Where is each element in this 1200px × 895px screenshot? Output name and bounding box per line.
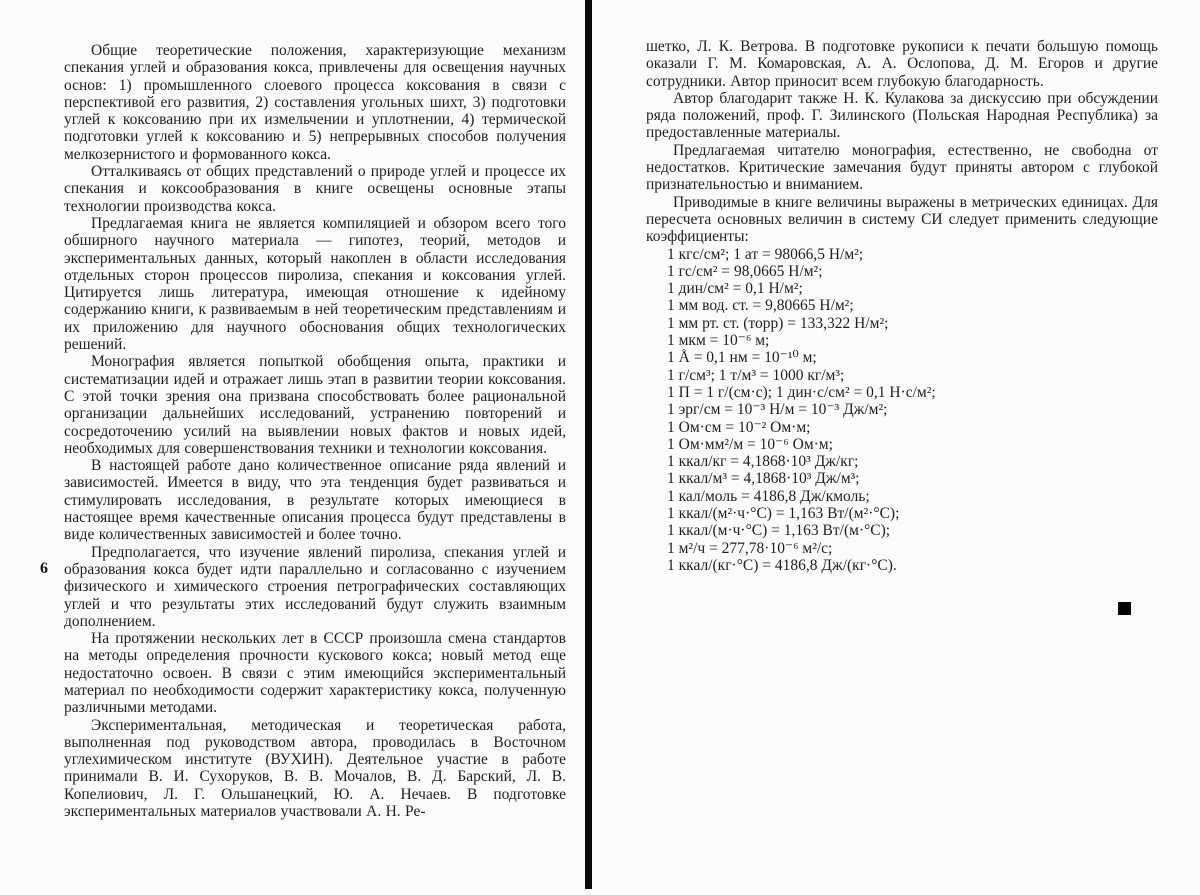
unit-conversion-item: 1 Ом·мм²/м = 10⁻⁶ Ом·м; — [667, 435, 833, 453]
paragraph: Предлагаемая книга не является компиляцией и обзором всего того обширного научного материала — гипотез, теорий, методов и экспериментальных данных, который накоплен в области исследования отдельных сторон процессов пиролиза, спекания и коксования углей. Цитируется лишь литература, имеющая отношение к идейному содержанию книги, к развиваемым в ней теоретическим представлениям и их приложению для научного обоснования общих технологических решений. — [64, 214, 566, 354]
unit-conversion-item: 1 г/см³; 1 т/м³ = 1000 кг/м³; — [667, 366, 845, 384]
unit-conversion-item: 1 гс/см² = 98,0665 Н/м²; — [667, 262, 823, 280]
unit-conversion-item: 1 кгс/см²; 1 ат = 98066,5 Н/м²; — [667, 245, 864, 263]
unit-conversion-item: 1 дин/см² = 0,1 Н/м²; — [667, 280, 803, 298]
paragraph: шетко, Л. К. Ветрова. В подготовке рукописи к печати большую помощь оказали Г. М. Комаровская, А. А. Ослопова, Д. М. Егоров и другие сотрудники. Автор приносит всем глубокую благодарность. — [646, 38, 1158, 90]
ink-square-mark — [1118, 602, 1131, 615]
paragraph: В настоящей работе дано количественное описание ряда явлений и зависимостей. Имеется в виду, что эта тенденция будет развиваться и стимулировать исследования, в результате которых имеющиеся в настоящее время качественные описания процесса будут представлены в виде количественных зависимостей и более точно. — [64, 457, 566, 544]
paragraph: Отталкиваясь от общих представлений о природе углей и процессе их спекания и коксообразования в книге освещены основные этапы технологии производства кокса. — [64, 163, 566, 215]
unit-conversion-item: 1 Ом·см = 10⁻² Ом·м; — [667, 418, 811, 436]
unit-conversion-item: 1 П = 1 г/(см·с); 1 дин·с/см² = 0,1 Н·с/м²; — [667, 383, 936, 401]
paragraph: Автор благодарит также Н. К. Кулакова за дискуссию при обсуждении ряда положений, проф. Г. Зилинского (Польская Народная Республика) за предоставленные материалы. — [646, 89, 1158, 142]
paragraph: Предлагаемая читателю монография, естественно, не свободна от недостатков. Критические замечания будут приняты автором с глубокой признательностью и вниманием. — [646, 141, 1158, 194]
left-page — [64, 42, 566, 820]
paragraph: Общие теоретические положения, характеризующие механизм спекания углей и образования кокса, привлечены для освещения научных основ: 1) промышленного слоевого процесса коксования в связи с перспективой его развития, 2) составления угольных шихт, 3) подготовки углей к коксованию при их измельчении и уплотнении, 4) термической подготовки углей к коксованию и 5) непрерывных способов получения мелкозернистого и формованного кокса. — [64, 42, 566, 163]
unit-conversion-item: 1 ккал/(м·ч·°С) = 1,163 Вт/(м·°С); — [667, 522, 891, 540]
page-number: 6 — [40, 560, 48, 577]
unit-conversion-item: 1 мм рт. ст. (торр) = 133,322 Н/м²; — [667, 314, 889, 332]
unit-conversion-list — [646, 246, 1158, 575]
right-page — [646, 38, 1158, 574]
unit-conversion-item: 1 ккал/(м²·ч·°С) = 1,163 Вт/(м²·°С); — [667, 505, 900, 523]
unit-conversion-item: 1 ккал/(кг·°С) = 4186,8 Дж/(кг·°С). — [667, 556, 897, 574]
unit-conversion-item: 1 мм вод. ст. = 9,80665 Н/м²; — [667, 297, 854, 315]
paragraph: Предполагается, что изучение явлений пиролиза, спекания углей и образования кокса будет идти параллельно и согласованно с изучением физического и химического строения петрографических составляющих углей и что результаты этих исследований будут служить взаимным дополнением. — [64, 543, 566, 630]
unit-conversion-item: 1 ккал/кг = 4,1868·10³ Дж/кг; — [667, 453, 859, 471]
paragraph: Приводимые в книге величины выражены в метрических единицах. Для пересчета основных величин в систему СИ следует применить следующие коэффициенты: — [646, 193, 1158, 246]
unit-conversion-item: 1 эрг/см = 10⁻³ Н/м = 10⁻³ Дж/м²; — [667, 401, 888, 419]
unit-conversion-item: 1 ккал/м³ = 4,1868·10³ Дж/м³; — [667, 470, 860, 488]
paragraph: Монография является попыткой обобщения опыта, практики и систематизации идей и отражает лишь этап в развитии теории коксования. С этой точки зрения она призвана способствовать более рациональной организации дальнейших исследований, устранению повторений и сосредоточению усилий на выявлении новых фактов и новых идей, необходимых для совершенствования техники и технологии коксования. — [64, 353, 566, 457]
page-gutter-divider — [585, 0, 592, 889]
paragraph: На протяжении нескольких лет в СССР произошла смена стандартов на методы определения прочности кускового кокса; новый метод еще недостаточно освоен. В связи с этим имеющийся экспериментальный материал по необходимости содержит характеристику кокса, полученную различными методами. — [64, 630, 566, 717]
unit-conversion-item: 1 мкм = 10⁻⁶ м; — [667, 332, 770, 350]
paragraph: Экспериментальная, методическая и теоретическая работа, выполненная под руководством автора, проводилась в Восточном углехимическом институте (ВУХИН). Деятельное участие в работе принимали В. И. Сухоруков, В. В. Мочалов, В. Д. Барский, Л. В. Копелиович, Л. Г. Ольшанецкий, Ю. А. Нечаев. В подготовке экспериментальных материалов участвовали А. Н. Ре- — [64, 716, 566, 821]
unit-conversion-item: 1 м²/ч = 277,78·10⁻⁶ м²/с; — [667, 539, 833, 557]
unit-conversion-item: 1 кал/моль = 4186,8 Дж/кмоль; — [667, 487, 870, 505]
unit-conversion-item: 1 Å = 0,1 нм = 10⁻¹⁰ м; — [667, 349, 817, 367]
